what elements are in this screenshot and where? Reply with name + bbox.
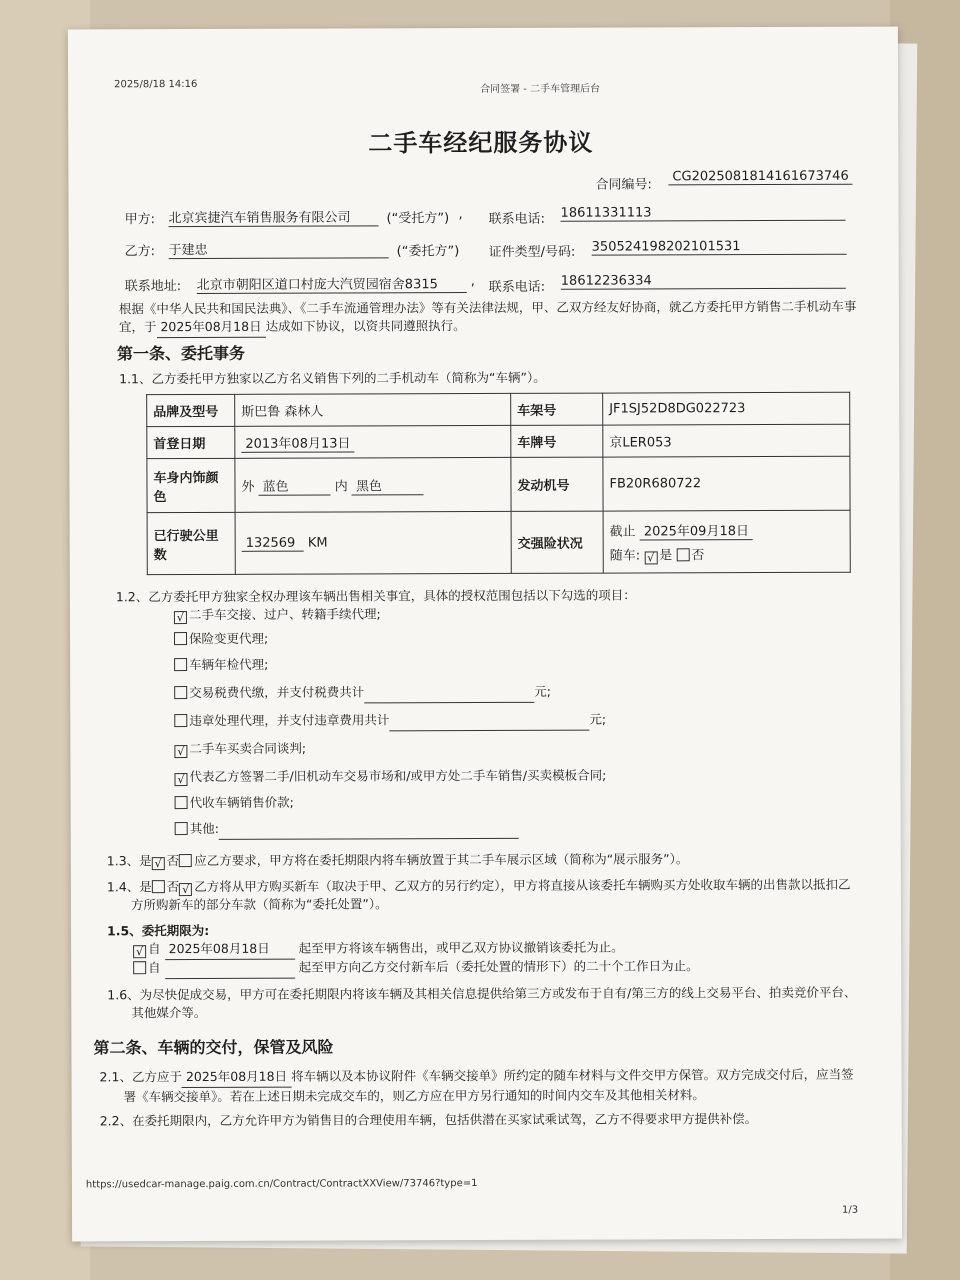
unchecked-box-icon: [174, 686, 187, 699]
unchecked-box-icon: [175, 796, 188, 809]
party-a-name: 北京宾捷汽车销售服务有限公司: [169, 206, 379, 227]
clause-2-1-line-2: 署《车辆交接单》。若在上述日期未完成交车的，则乙方应在甲方另行通知的时间内交车及其他相关材料。: [123, 1087, 705, 1105]
list-item: √ 二手车交接、过户、转籍手续代理;: [174, 604, 381, 625]
reg-value: 2013年08月13日: [235, 425, 511, 458]
party-a-phone: 18611331113: [561, 205, 846, 222]
clause-1-3: 1.3、是 √ 否 应乙方要求，甲方将在委托期限内将车辆放置于其二手车展示区域（简称为“展示服务”）。: [106, 851, 689, 871]
preamble-line-2: 宜，于 2025年08月18日 达成如下协议，以资共同遵照执行。: [119, 316, 466, 338]
party-b-id-label: 证件类型/号码:: [488, 244, 576, 260]
table-row: [147, 456, 850, 512]
insurance-label: 交强险状况: [511, 511, 603, 573]
checkbox-1-3-no: [179, 854, 192, 867]
checkbox-no: [676, 548, 689, 561]
preamble-line-1: 根据《中华人民共和国民法典》、《二手车流通管理办法》等有关法律法规，甲、乙双方经友好协商，就乙方委托甲方销售二手机动车事: [118, 298, 857, 317]
party-b-phone: 18612236334: [561, 273, 846, 290]
contract-page: [68, 27, 902, 1242]
checkbox-1-3-yes: √: [152, 857, 165, 870]
party-b-phone-label: 联系电话:: [488, 279, 546, 295]
clause-1-4: 1.4、是 否 √ 乙方将从甲方购买新车（取决于甲、乙双方的另行约定），甲方将直接从该委托车辆购买方处收取车辆的出售款以抵扣乙: [106, 876, 851, 897]
brand-value: 斯巴鲁 森林人: [235, 393, 511, 426]
vin-label: 车架号: [511, 393, 603, 425]
clause-1-2: 1.2、乙方委托甲方独家全权办理该车辆出售相关事宜，具体的授权范围包括以下勾选的项目：: [115, 587, 636, 605]
checkbox-yes: √: [644, 551, 657, 564]
print-app-title: 合同签署 - 二手车管理后台: [480, 83, 601, 96]
section-2-heading: 第二条、车辆的交付，保管及风险: [93, 1037, 334, 1058]
insurance-value: 截止 2025年09月18日 随车: √ 是 否: [603, 510, 850, 573]
brand-label: 品牌及型号: [147, 394, 235, 426]
plate-label: 车牌号: [511, 425, 603, 457]
table-row: [147, 424, 850, 458]
page-title: 二手车经纪服务协议: [368, 128, 594, 158]
party-b-addr-label: 联系地址:: [124, 279, 182, 295]
checkbox-1-4-yes: [152, 880, 165, 893]
unchecked-box-icon: [174, 658, 187, 671]
party-b-addr: 北京市朝阳区道口村庞大汽贸园宿舍8315: [197, 273, 467, 294]
party-b-name: 于建忠: [169, 238, 389, 259]
list-item: 代收车辆销售价款;: [175, 793, 294, 813]
contract-no-label: 合同编号:: [595, 177, 652, 193]
party-a-label: 甲方:: [124, 212, 155, 228]
list-item: √ 二手车买卖合同谈判;: [174, 739, 306, 759]
clause-1-5-a: √ 自 2025年08月18日 起至甲方将该车辆售出，或甲乙双方协议撤销该委托为止。: [133, 938, 624, 961]
clause-2-2: 2.2、在委托期限内，乙方允许甲方为销售目的合理使用车辆，包括供潜在买家试乘试驾，乙方不得要求甲方提供补偿。: [99, 1111, 758, 1129]
list-item: 其他:: [175, 818, 519, 840]
list-item: √ 代表乙方签署二手/旧机动车交易市场和/或甲方处二手车销售/买卖模板合同;: [174, 766, 606, 788]
checked-box-icon: √: [174, 611, 187, 624]
clause-1-6: 1.6、为尽快促成交易，甲方可在委托期限内将该车辆及其相关信息提供给第三方或发布于自有/第三方的线上交易平台、拍卖竞价平台、: [107, 984, 857, 1003]
list-item: 交易税费代缴，并支付税费共计 元;: [174, 682, 551, 704]
color-value: 外 蓝色 内 黑色: [235, 457, 511, 512]
unchecked-box-icon: [175, 822, 188, 835]
list-item: 车辆年检代理;: [174, 655, 268, 675]
party-b-role: (“委托方”): [396, 244, 460, 260]
engine-value: FB20R680722: [603, 456, 850, 511]
checked-box-icon: √: [174, 773, 187, 786]
section-1-heading: 第一条、委托事务: [116, 343, 246, 364]
print-datetime: 2025/8/18 14:16: [114, 79, 198, 91]
clause-1-1: 1.1、乙方委托甲方独家以乙方名义销售下列的二手机动车（简称为“车辆”）。: [119, 369, 546, 387]
clause-1-4-line-2: 方所购新车的部分车款（简称为“委托处置”）。: [130, 896, 388, 913]
clause-1-6-line-2: 其他媒介等。: [131, 1004, 207, 1021]
table-row: [147, 392, 850, 426]
print-url: https://usedcar-manage.paig.com.cn/Contract/ContractXXView/73746?type=1: [85, 1178, 478, 1191]
page-number: 1/3: [841, 1204, 859, 1216]
clause-1-5: 1.5、委托期限为:: [107, 922, 210, 939]
checked-box-icon: √: [174, 745, 187, 758]
color-label: 车身内饰颜色: [147, 458, 235, 512]
reg-label: 首登日期: [147, 426, 235, 458]
unchecked-box-icon: [174, 632, 187, 645]
unchecked-box-icon: [174, 714, 187, 727]
contract-no-value: CG2025081814161673746: [668, 169, 852, 186]
comma: ,: [458, 207, 463, 223]
checkbox-1-4-no: √: [179, 883, 192, 896]
checkbox-1-5-a: √: [133, 945, 146, 958]
table-row: [147, 510, 850, 574]
checkbox-1-5-b: [133, 961, 146, 974]
plate-value: 京LER053: [603, 424, 850, 457]
list-item: 保险变更代理;: [174, 629, 268, 649]
party-a-role: (“受托方”): [386, 211, 450, 227]
km-value: 132569 KM: [235, 511, 511, 574]
vin-value: JF1SJ52D8DG022723: [603, 392, 850, 425]
km-label: 已行驶公里数: [147, 512, 235, 574]
comma: ,: [470, 274, 475, 290]
clause-2-1: 2.1、乙方应于 2025年08月18日 将车辆以及本协议附件《车辆交接单》所约定的随车材料与文件交甲方保管。双方完成交付后，应当签: [100, 1065, 854, 1089]
party-b-label: 乙方:: [124, 244, 156, 260]
engine-label: 发动机号: [511, 457, 603, 511]
party-b-id: 350524198202101531: [592, 239, 847, 256]
list-item: 违章处理代理，并支付违章费用共计 元;: [174, 710, 606, 733]
clause-1-5-b: 自 起至甲方向乙方交付新车后（委托处置的情形下）的二十个工作日为止。: [133, 956, 699, 979]
vehicle-info-table: [146, 392, 851, 575]
party-a-phone-label: 联系电话:: [488, 211, 545, 227]
